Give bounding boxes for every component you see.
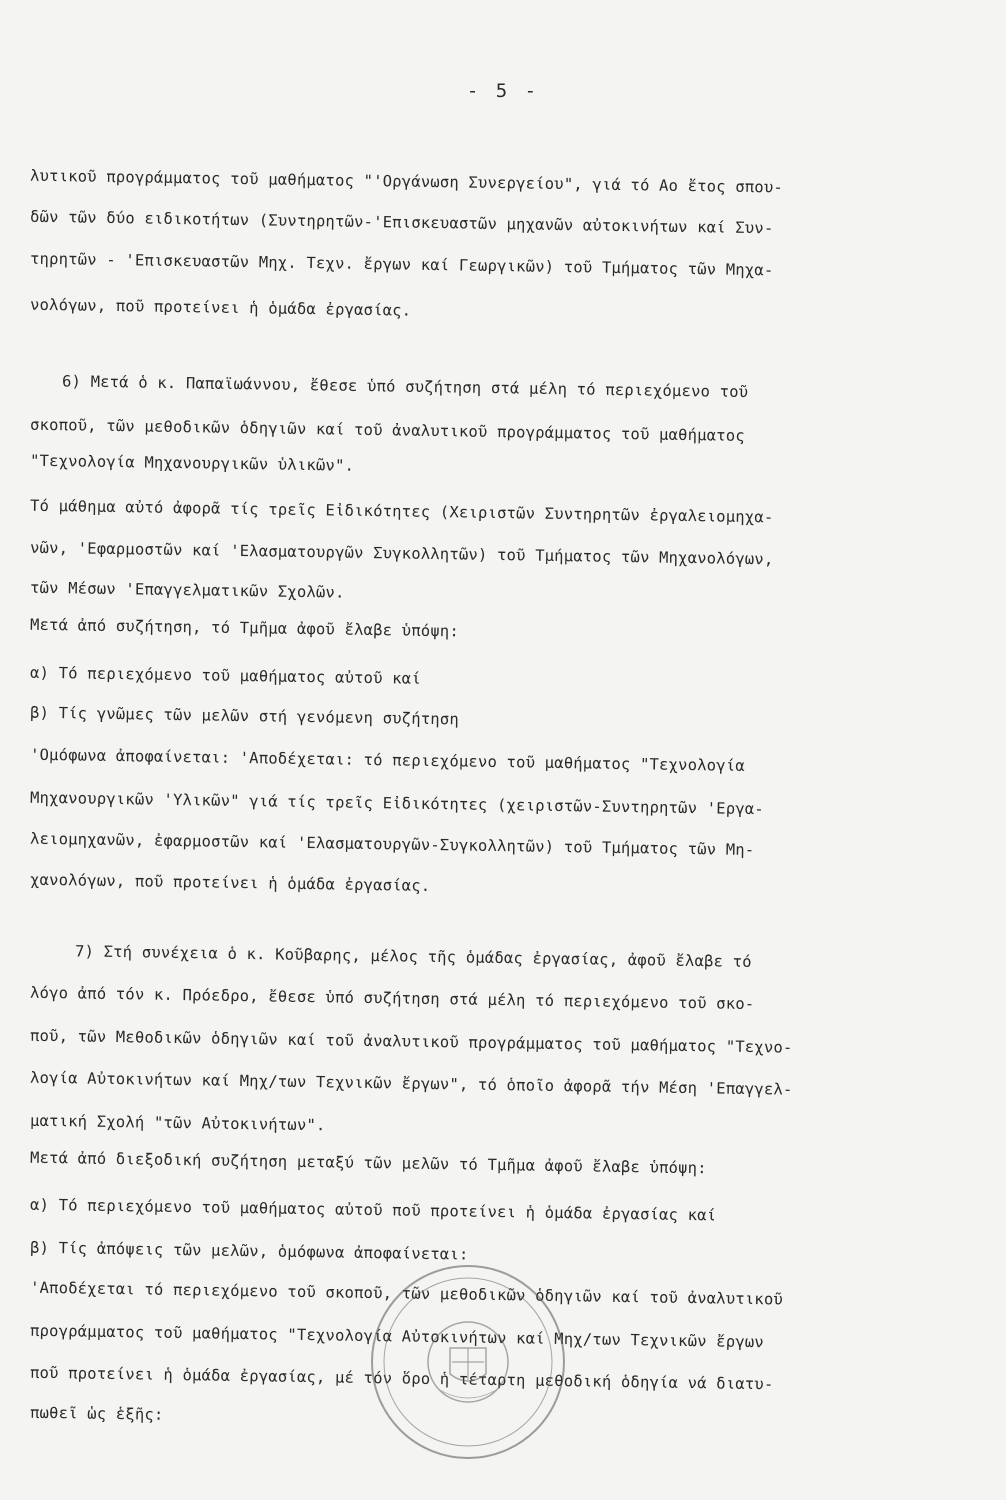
text-line: πωθεῖ ὡς ἑξῆς: xyxy=(29,1403,164,1424)
text-line: σκοποῦ, τῶν μεθοδικῶν ὁδηγιῶν καί τοῦ ἀναλυτικοῦ προγράμματος τοῦ μαθήματος xyxy=(29,415,746,445)
text-line: προγράμματος τοῦ μαθήματος "Τεχνολογία Αὐτοκινήτων καί Μηχ/των Τεχνικῶν ἔργων xyxy=(29,1321,765,1352)
text-line: Μετά ἀπό συζήτηση, τό Τμῆμα ἀφοῦ ἔλαβε ὑπόψη: xyxy=(29,615,460,641)
text-line: α) Τό περιεχόμενο τοῦ μαθήματος αὐτοῦ καί xyxy=(29,663,421,688)
text-line: 6) Μετά ὁ κ. Παπαϊωάννου, ἔθεσε ὑπό συζήτηση στά μέλη τό περιεχόμενο τοῦ xyxy=(61,372,749,402)
text-line: τῶν Μέσων 'Επαγγελματικῶν Σχολῶν. xyxy=(29,578,345,602)
text-line: τηρητῶν - 'Επισκευαστῶν Μηχ. Τεχν. ἔργων καί Γεωργικῶν) τοῦ Τμήματος τῶν Μηχα- xyxy=(29,249,774,280)
official-seal-stamp xyxy=(368,1262,568,1462)
text-line: ματική Σχολή "τῶν Αὐτοκινήτων". xyxy=(29,1111,326,1135)
text-line: δῶν τῶν δύο ειδικοτήτων (Συντηρητῶν-'Επισκευαστῶν μηχανῶν αὐτοκινήτων καί Συν- xyxy=(29,207,774,238)
text-line: Μετά ἀπό διεξοδική συζήτηση μεταξύ τῶν μελῶν τό Τμῆμα ἀφοῦ ἔλαβε ὑπόψη: xyxy=(29,1148,707,1178)
text-line: "Τεχνολογία Μηχανουργικῶν ὑλικῶν". xyxy=(29,451,355,475)
text-line: 'Αποδέχεται τό περιεχόμενο τοῦ σκοποῦ, τῶν μεθοδικῶν ὁδηγιῶν καί τοῦ ἀναλυτικοῦ xyxy=(29,1278,784,1309)
text-line: 7) Στή συνέχεια ὁ κ. Κοῦβαρης, μέλος τῆς ὁμάδας ἐργασίας, ἀφοῦ ἔλαβε τό xyxy=(74,942,752,971)
text-line: Τό μάθημα αὐτό ἀφορᾶ τίς τρεῖς Εἰδικότητες (Χειριστῶν Συντηρητῶν ἐργαλειομηχα- xyxy=(29,496,774,527)
text-line: λογία Αὐτοκινήτων καί Μηχ/των Τεχνικῶν ἔργων", τό ὁποῖο ἀφορᾶ τήν Μέση 'Επαγγελ- xyxy=(29,1068,793,1099)
text-line: Μηχανουργικῶν 'Υλικῶν" γιά τίς τρεῖς Εἰδικότητες (χειριστῶν-Συντηρητῶν 'Εργα- xyxy=(29,788,765,819)
text-line: λυτικοῦ προγράμματος τοῦ μαθήματος "'Οργάνωση Συνεργείου", γιά τό Αο ἔτος σπου- xyxy=(29,166,784,197)
text-line: β) Τίς ἀπόψεις τῶν μελῶν, ὁμόφωνα ἀποφαίνεται: xyxy=(29,1238,469,1264)
text-line: νῶν, 'Εφαρμοστῶν καί 'Ελασματουργῶν Συγκολλητῶν) τοῦ Τμήματος τῶν Μηχανολόγων, xyxy=(29,538,774,569)
text-line: ποῦ, τῶν Μεθοδικῶν ὁδηγιῶν καί τοῦ ἀναλυτικοῦ προγράμματος τοῦ μαθήματος "Τεχνο- xyxy=(29,1026,793,1057)
text-line: 'Ομόφωνα ἀποφαίνεται: 'Αποδέχεται: τό περιεχόμενο τοῦ μαθήματος "Τεχνολογία xyxy=(29,745,746,775)
text-line: λειομηχανῶν, ἐφαρμοστῶν καί 'Ελασματουργῶν-Συγκολλητῶν) τοῦ Τμήματος τῶν Μη- xyxy=(29,829,755,860)
page-number: - 5 - xyxy=(466,80,540,102)
text-line: χανολόγων, ποῦ προτείνει ἡ ὁμάδα ἐργασίας. xyxy=(29,870,431,895)
text-line: α) Τό περιεχόμενο τοῦ μαθήματος αὐτοῦ ποῦ προτείνει ἡ ὁμάδα ἐργασίας καί xyxy=(29,1195,717,1225)
text-line: ποῦ προτείνει ἡ ὁμάδα ἐργασίας, μέ τόν ὅρο ἡ τέταρτη μεθοδική ὁδηγία νά διατυ- xyxy=(29,1363,774,1394)
text-line: β) Τίς γνῶμες τῶν μελῶν στή γενόμενη συζήτηση xyxy=(29,703,460,729)
text-line: νολόγων, ποῦ προτείνει ἡ ὁμάδα ἐργασίας. xyxy=(29,295,412,320)
text-line: λόγο ἀπό τόν κ. Πρόεδρο, ἔθεσε ὑπό συζήτηση στά μέλη τό περιεχόμενο τοῦ σκο- xyxy=(29,983,755,1014)
